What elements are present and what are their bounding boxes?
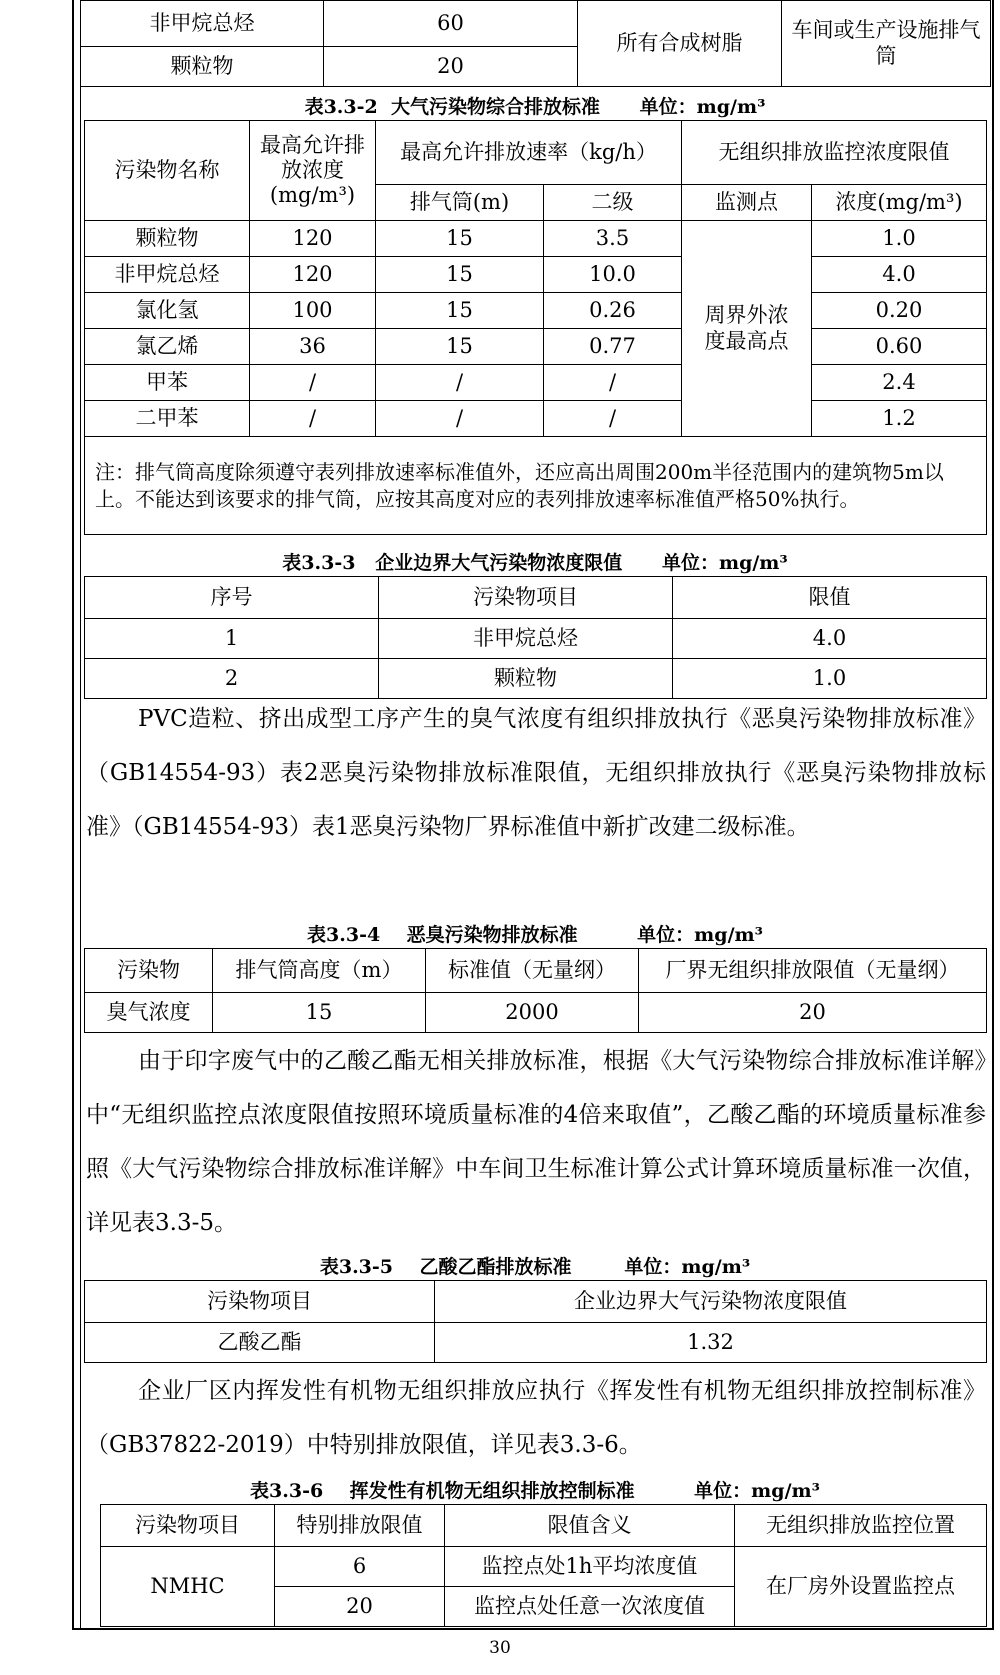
cell: 100 [250,293,376,329]
table-row [85,619,987,659]
table-row [85,221,987,257]
cell: 甲苯 [85,365,250,401]
cell: 颗粒物 [81,47,324,87]
cell: 60 [324,1,578,47]
cell: / [376,365,544,401]
table-3-3-2 [84,120,987,535]
table-3-3-6 [100,1504,987,1627]
table-3-3-3 [84,576,987,699]
cell: 颗粒物 [85,221,250,257]
margin-rule [80,0,81,1630]
header-cell: 污染物项目 [85,1281,435,1323]
cell: 4.0 [673,619,987,659]
cell: 1.0 [673,659,987,699]
cell: 120 [250,221,376,257]
table-3-3-5 [84,1280,987,1363]
paragraph: 由于印字废气中的乙酸乙酯无相关排放标准，根据《大气污染物综合排放标准详解》中“无组织监控点浓度限值按照环境质量标准的4倍来取值”，乙酸乙酯的环境质量标准参照《大气污染物综合排放标准详解》中车间卫生标准计算公式计算环境质量标准一次值，详见表3.3-5。 [86,1048,986,1236]
table-caption: 表3.3-2 大气污染物综合排放标准 单位：mg/m³ [304,96,766,118]
cell: 非甲烷总烃 [81,1,324,47]
cell: 10.0 [544,257,682,293]
header-cell: 污染物 [85,949,213,993]
header-cell: 序号 [85,577,379,619]
cell: 乙酸乙酯 [85,1323,435,1363]
table-3-3-4 [84,948,987,1033]
header-cell: 监测点 [682,185,812,221]
header-cell: 企业边界大气污染物浓度限值 [435,1281,987,1323]
table-header-row [85,1281,987,1323]
cell: 颗粒物 [379,659,673,699]
cell: 15 [376,257,544,293]
table-header-row [101,1505,987,1547]
paragraph: PVC造粒、挤出成型工序产生的臭气浓度有组织排放执行《恶臭污染物排放标准》（GB14554-93）表2恶臭污染物排放标准限值，无组织排放执行《恶臭污染物排放标准》（GB14554-93）表1恶臭污染物厂界标准值中新扩改建二级标准。 [86,706,986,840]
cell: 非甲烷总烃 [85,257,250,293]
header-cell: 限值 [673,577,987,619]
cell: / [544,401,682,437]
table-note-row [85,437,987,535]
cell: NMHC [101,1547,275,1627]
cell: 氯乙烯 [85,329,250,365]
cell: 0.77 [544,329,682,365]
cell: 1.32 [435,1323,987,1363]
cell: 15 [376,293,544,329]
table-row [81,1,991,47]
cell: 0.26 [544,293,682,329]
header-cell: 污染物名称 [85,121,250,221]
cell: 臭气浓度 [85,993,213,1033]
table-row [85,257,987,293]
cell: 0.20 [812,293,987,329]
header-cell: 污染物项目 [379,577,673,619]
table-caption: 表3.3-4 恶臭污染物排放标准 单位：mg/m³ [307,924,763,946]
cell: 2.4 [812,365,987,401]
cell: 2000 [426,993,639,1033]
cell: 监控点处任意一次浓度值 [445,1587,735,1627]
table-row [101,1547,987,1587]
cell: 周界外浓度最高点 [682,221,812,437]
header-cell: 最高允许排放浓度(mg/m³) [250,121,376,221]
cell: 1 [85,619,379,659]
table-note: 注：排气筒高度除须遵守表列排放速率标准值外，还应高出周围200m半径范围内的建筑物5m以上。不能达到该要求的排气筒，应按其高度对应的表列排放速率标准值严格50%执行。 [85,437,987,535]
header-cell: 限值含义 [445,1505,735,1547]
header-cell: 特别排放限值 [275,1505,445,1547]
cell: 3.5 [544,221,682,257]
cell: / [376,401,544,437]
header-cell: 标准值（无量纲） [426,949,639,993]
page-number: 30 [489,1638,511,1658]
header-cell: 排气筒高度（m） [213,949,426,993]
cell: 非甲烷总烃 [379,619,673,659]
table-caption: 表3.3-3 企业边界大气污染物浓度限值 单位：mg/m³ [282,552,788,574]
cell: 车间或生产设施排气筒 [782,1,991,87]
cell: 15 [376,221,544,257]
table-row [85,293,987,329]
cell: 4.0 [812,257,987,293]
cell: 20 [275,1587,445,1627]
cell: 20 [324,47,578,87]
header-cell: 厂界无组织排放限值（无量纲） [639,949,987,993]
cell: 监控点处1h平均浓度值 [445,1547,735,1587]
cell: 2 [85,659,379,699]
cell: 15 [376,329,544,365]
cell: / [250,365,376,401]
cell: 二甲苯 [85,401,250,437]
cell: 15 [213,993,426,1033]
cell: 1.0 [812,221,987,257]
cell: 20 [639,993,987,1033]
table-row [85,365,987,401]
cell: / [250,401,376,437]
cell: 120 [250,257,376,293]
header-cell: 污染物项目 [101,1505,275,1547]
header-cell: 最高允许排放速率（kg/h） [376,121,682,185]
header-cell: 二级 [544,185,682,221]
table-row [85,993,987,1033]
table-header-row [85,949,987,993]
table-header-row [85,121,987,185]
table-header-row [85,577,987,619]
cell: 所有合成树脂 [578,1,782,87]
paragraph: 企业厂区内挥发性有机物无组织排放应执行《挥发性有机物无组织排放控制标准》（GB37822-2019）中特别排放限值，详见表3.3-6。 [86,1378,986,1458]
top-table [80,0,991,87]
cell: / [544,365,682,401]
table-row [85,401,987,437]
header-cell: 无组织排放监控位置 [735,1505,987,1547]
cell: 在厂房外设置监控点 [735,1547,987,1627]
cell: 0.60 [812,329,987,365]
table-row [85,1323,987,1363]
header-cell: 无组织排放监控浓度限值 [682,121,987,185]
table-row [85,329,987,365]
cell: 1.2 [812,401,987,437]
cell: 6 [275,1547,445,1587]
cell: 36 [250,329,376,365]
table-caption: 表3.3-5 乙酸乙酯排放标准 单位：mg/m³ [319,1256,751,1278]
header-cell: 排气筒(m) [376,185,544,221]
header-cell: 浓度(mg/m³) [812,185,987,221]
table-caption: 表3.3-6 挥发性有机物无组织排放控制标准 单位：mg/m³ [250,1480,820,1502]
cell: 氯化氢 [85,293,250,329]
